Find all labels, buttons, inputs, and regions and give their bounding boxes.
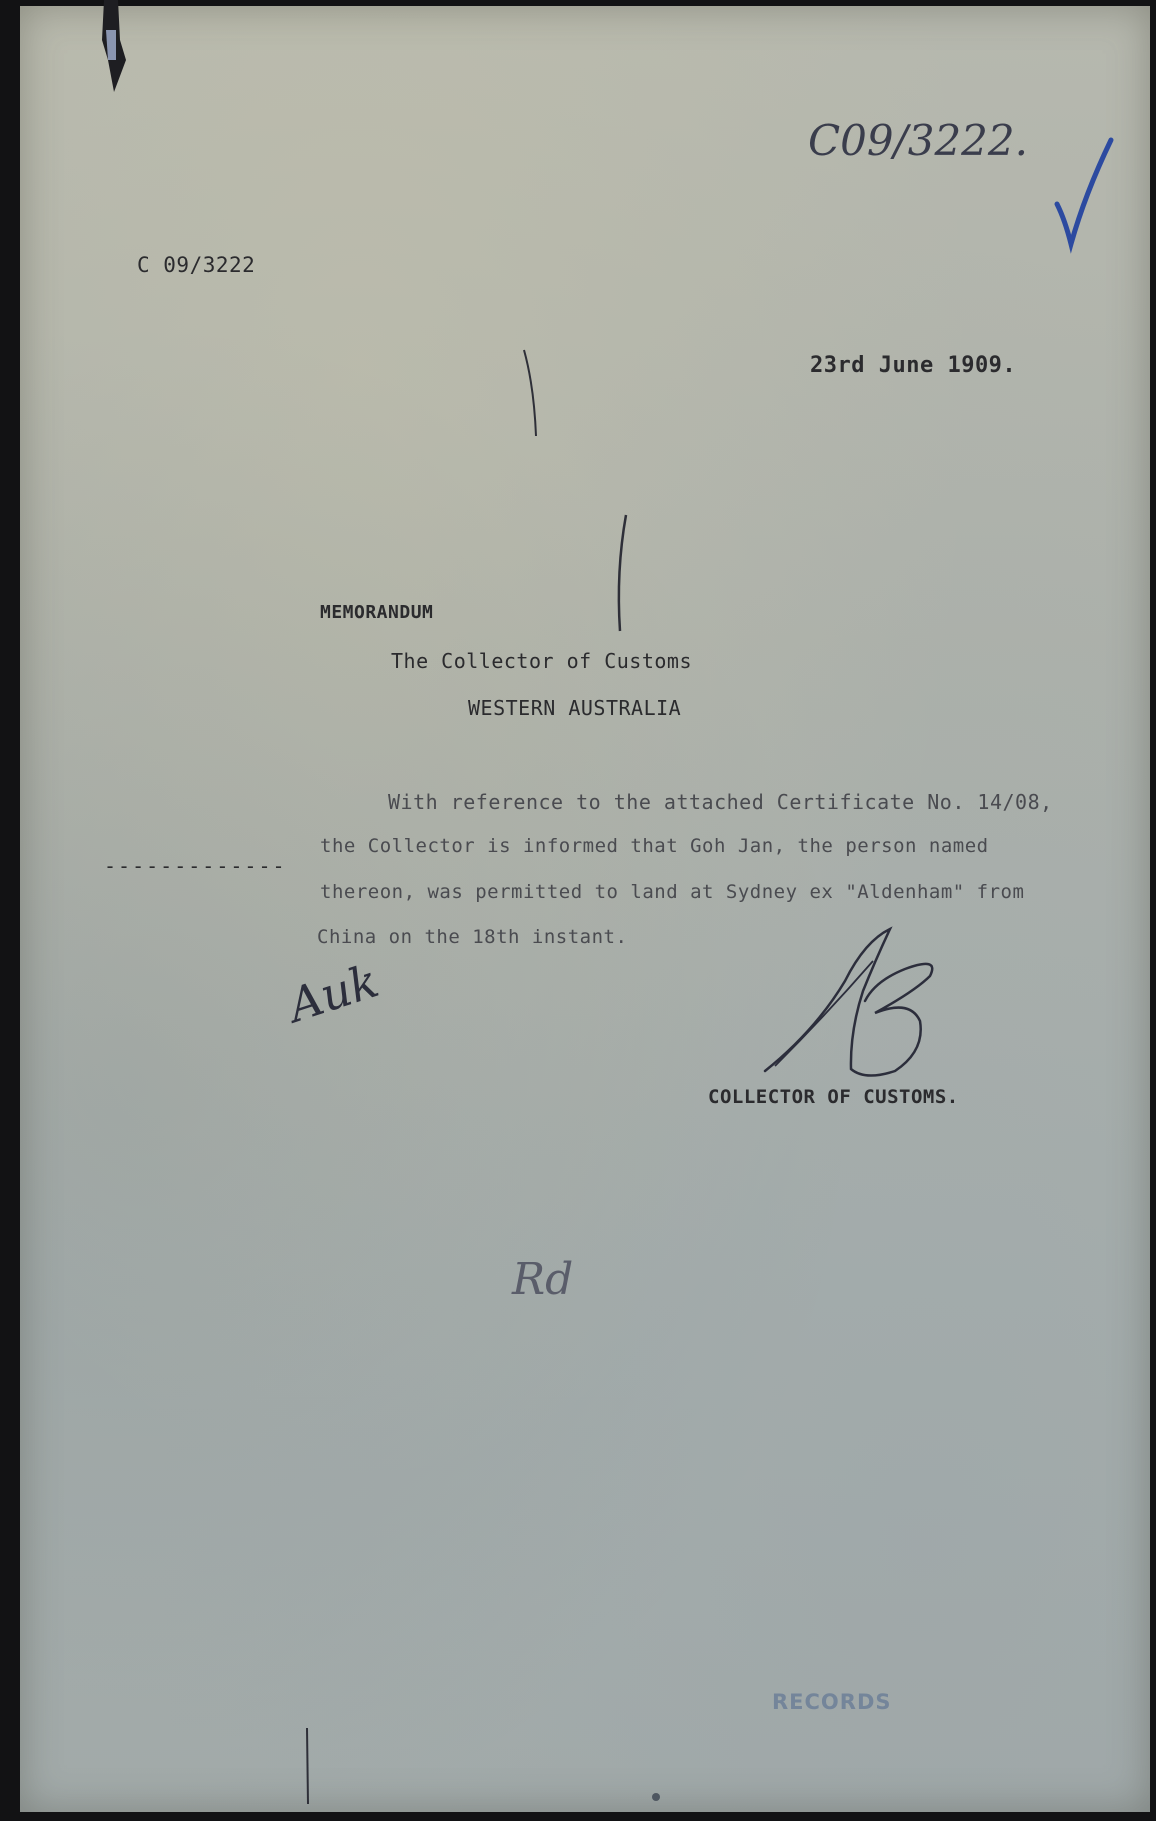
- memo-date: 23rd June 1909.: [810, 353, 1017, 378]
- records-stamp: RECORDS: [772, 1690, 892, 1714]
- handwritten-file-number: C09/3222.: [808, 116, 1028, 165]
- document-page: [20, 6, 1150, 1812]
- body-line-2: the Collector is informed that Goh Jan, the person named: [320, 835, 989, 857]
- body-line-4: China on the 18th instant.: [317, 926, 628, 948]
- initials-lower: Rd: [512, 1254, 574, 1305]
- ink-dot: [650, 1791, 662, 1803]
- addressee-line-1: The Collector of Customs: [391, 649, 692, 673]
- signature-mark: [755, 921, 955, 1081]
- blue-check-mark-icon: [1055, 134, 1115, 254]
- pencil-stroke-lower: [608, 511, 638, 641]
- addressee-line-2: WESTERN AUSTRALIA: [468, 696, 682, 720]
- file-reference: C 09/3222: [137, 253, 256, 277]
- pencil-stroke-upper: [520, 346, 550, 446]
- initials-left: Auk: [281, 953, 385, 1033]
- memo-type: MEMORANDUM: [320, 602, 434, 623]
- signature-title: COLLECTOR OF CUSTOMS.: [708, 1086, 959, 1108]
- margin-dashes: -------------: [104, 854, 287, 878]
- pencil-stroke-bottom: [302, 1726, 312, 1806]
- body-line-3: thereon, was permitted to land at Sydney ex "Aldenham" from: [320, 881, 1025, 903]
- body-line-1: With reference to the attached Certificate No. 14/08,: [388, 790, 1053, 814]
- binding-clip: [96, 0, 136, 100]
